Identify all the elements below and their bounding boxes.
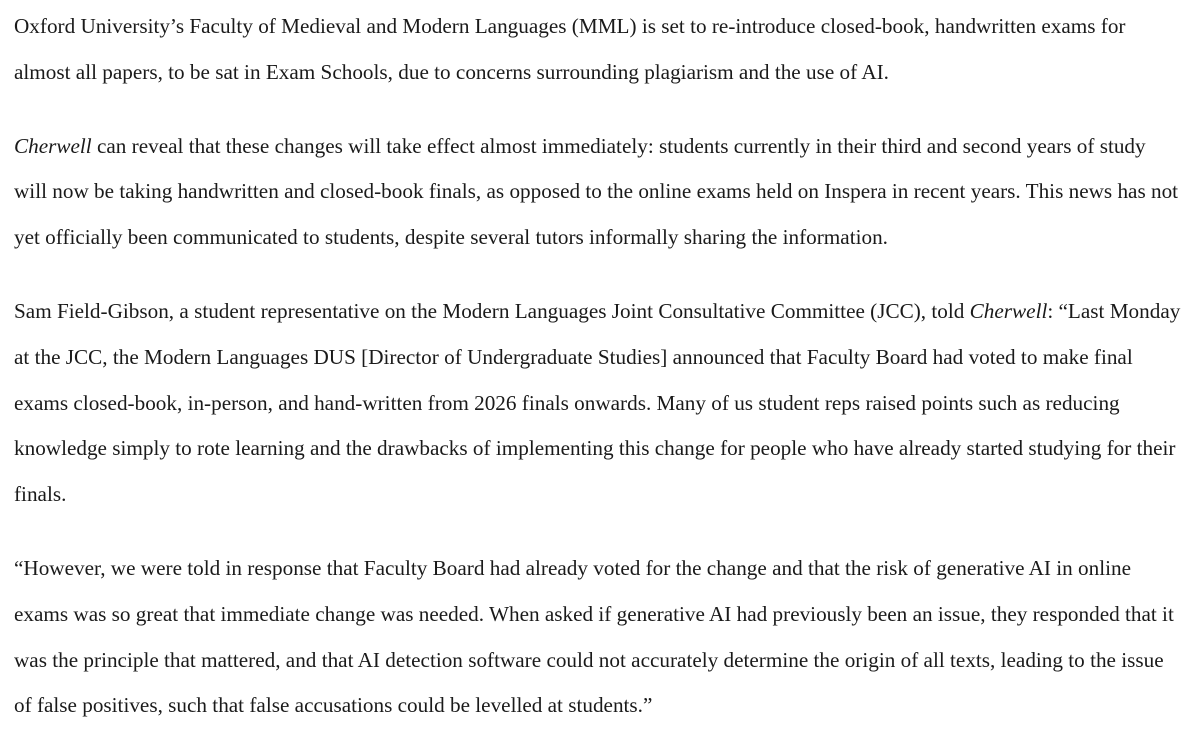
- paragraph-2: [14, 124, 1182, 261]
- paragraph-3-text-after: : “Last Monday at the JCC, the Modern Languages DUS [Director of Undergraduate Studies] announced that Faculty Board had voted to make final exams closed-book, in-person, and hand-written from 2026 finals onwards. Many of us student reps raised points such as reducing knowledge simply to rote learning and the drawbacks of implementing this change for people who have already started studying for their finals.: [14, 298, 1181, 507]
- paragraph-4-text: “However, we were told in response that Faculty Board had already voted for the change and that the risk of generative AI in online exams was so great that immediate change was needed. When asked if generative AI had previously been an issue, they responded that it was the principle that mattered, and that AI detection software could not accurately determine the origin of all texts, leading to the issue of false positives, such that false accusations could be levelled at students.”: [14, 555, 1174, 718]
- paragraph-1: [14, 4, 1182, 96]
- paragraph-3-text-before: Sam Field-Gibson, a student representative on the Modern Languages Joint Consultative Committee (JCC), told: [14, 298, 970, 323]
- paragraph-1-text: Oxford University’s Faculty of Medieval and Modern Languages (MML) is set to re-introduce closed-book, handwritten exams for almost all papers, to be sat in Exam Schools, due to concerns surrounding plagiarism and the use of AI.: [14, 14, 1126, 84]
- publication-name: Cherwell: [14, 133, 92, 158]
- paragraph-3: [14, 289, 1182, 518]
- paragraph-4: [14, 546, 1182, 729]
- paragraph-2-text: can reveal that these changes will take effect almost immediately: students currently in their third and second years of study will now be taking handwritten and closed-book finals, as opposed to the online exams held on Inspera in recent years. This news has not yet officially been communicated to students, despite several tutors informally sharing the information.: [14, 133, 1179, 250]
- publication-name: Cherwell: [969, 298, 1048, 323]
